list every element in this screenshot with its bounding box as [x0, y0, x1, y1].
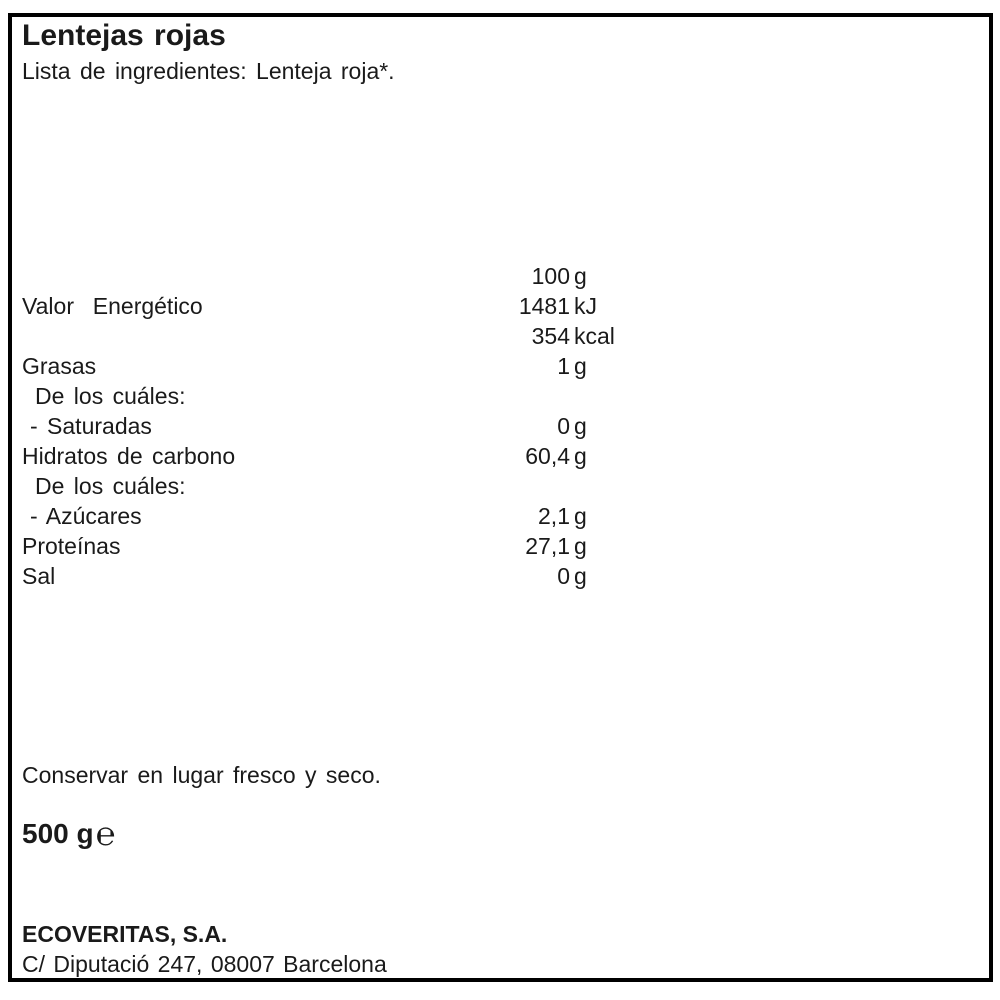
nutrient-unit: g: [574, 533, 587, 559]
nutrient-unit: g: [574, 443, 587, 469]
nutrient-label: Proteínas: [22, 533, 121, 559]
nutrient-value: 1481: [518, 293, 570, 319]
nutrient-unit: g: [574, 503, 587, 529]
nutrient-unit: kJ: [574, 293, 597, 319]
nutrition-header-value: 100: [531, 263, 570, 289]
nutrient-value: 60,4: [525, 443, 570, 469]
nutrient-unit: g: [574, 413, 587, 439]
nutrient-label: Sal: [22, 563, 56, 589]
nutrition-row-saturates: [22, 411, 682, 441]
nutrient-value: 0: [557, 413, 570, 439]
nutrition-header-unit: g: [574, 263, 587, 289]
nutrient-unit: g: [574, 353, 587, 379]
estimated-sign-symbol: ℮: [95, 815, 116, 852]
nutrient-unit: g: [574, 563, 587, 589]
product-label-frame: [8, 13, 993, 982]
product-title: Lentejas rojas: [22, 19, 226, 52]
nutrient-unit: kcal: [574, 323, 615, 349]
nutrient-value: 27,1: [525, 533, 570, 559]
nutrient-label: De los cuáles:: [35, 473, 186, 499]
nutrition-row-salt: [22, 561, 682, 591]
nutrition-row-carbohydrate: [22, 441, 682, 471]
nutrient-label: Hidratos de carbono: [22, 443, 236, 469]
nutrition-row-energy-kj: [22, 291, 682, 321]
nutrient-label: Valor Energético: [22, 293, 203, 319]
nutrition-header-row: [22, 261, 682, 291]
nutrition-row-of-which-carbs: [22, 471, 682, 501]
nutrient-value: 1: [557, 353, 570, 379]
manufacturer-name: ECOVERITAS, S.A.: [22, 921, 228, 947]
nutrient-value: 2,1: [538, 503, 570, 529]
nutrition-row-sugars: [22, 501, 682, 531]
nutrient-value: 0: [557, 563, 570, 589]
manufacturer-address: C/ Diputació 247, 08007 Barcelona: [22, 951, 387, 977]
nutrition-row-fat: [22, 351, 682, 381]
ingredients-list: Lista de ingredientes: Lenteja roja*.: [22, 58, 395, 84]
nutrient-label: Grasas: [22, 353, 97, 379]
nutrient-label: - Azúcares: [30, 503, 142, 529]
nutrition-row-protein: [22, 531, 682, 561]
nutrient-value: 354: [531, 323, 570, 349]
net-weight-amount: 500 g: [22, 818, 94, 849]
storage-instructions: Conservar en lugar fresco y seco.: [22, 762, 381, 788]
nutrient-label: De los cuáles:: [35, 383, 186, 409]
nutrition-table: [22, 261, 682, 591]
nutrition-row-energy-kcal: [22, 321, 682, 351]
net-weight: [22, 816, 115, 852]
nutrition-row-of-which-fat: [22, 381, 682, 411]
nutrient-label: - Saturadas: [30, 413, 152, 439]
